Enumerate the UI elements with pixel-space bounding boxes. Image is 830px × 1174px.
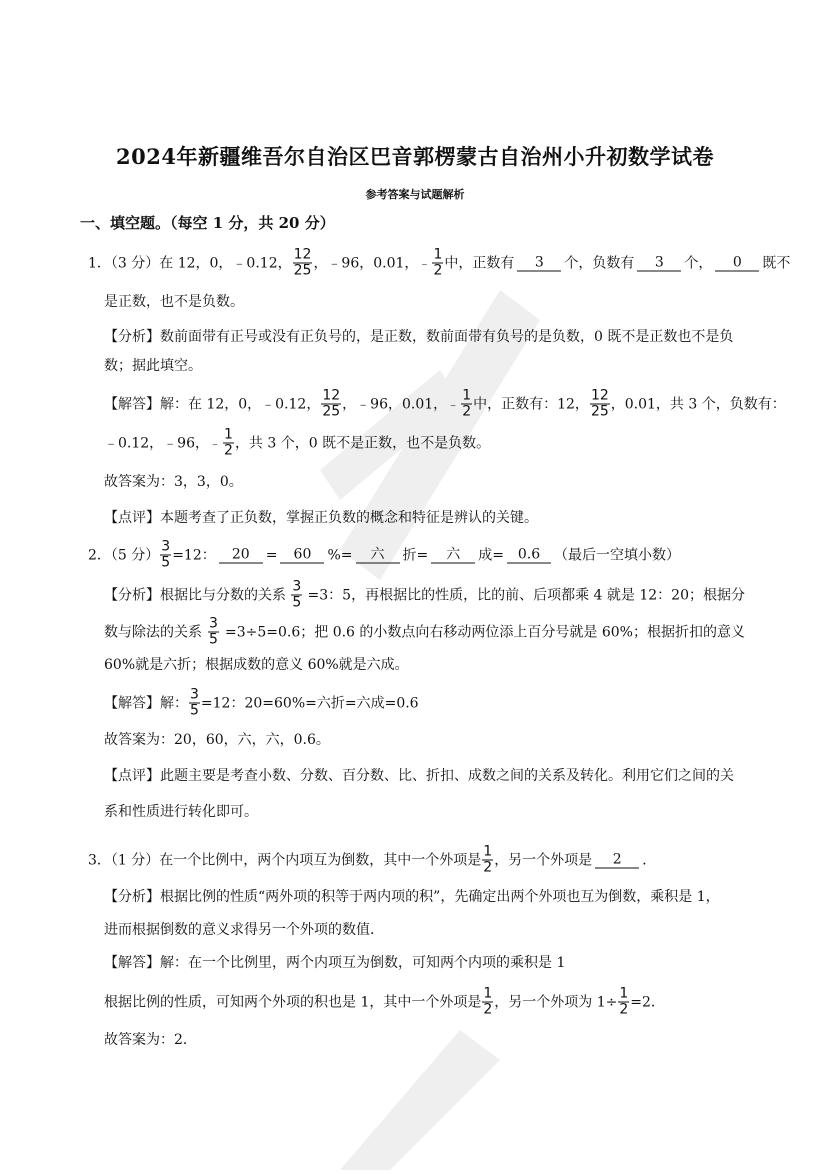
text-line	[104, 580, 745, 611]
text-segment: =	[265, 547, 278, 563]
text-line	[104, 428, 490, 459]
text-segment: ，另一个外项为 1÷	[494, 994, 618, 1010]
text-segment: 成=	[478, 547, 504, 563]
fraction-group	[188, 688, 201, 719]
fraction-numerator: 1	[483, 985, 493, 1002]
text-segment: 【点评】此题主要是考查小数、分数、百分数、比、折扣、成数之间的关系及转化。利用它们之间的关	[104, 768, 734, 784]
fraction-numerator: 1	[619, 985, 629, 1002]
text-line	[88, 540, 680, 571]
text-segment: 是正数，也不是负数。	[104, 294, 244, 310]
text-segment: =12：	[172, 547, 216, 563]
fraction	[461, 389, 472, 420]
text-line	[104, 328, 745, 346]
text-line	[104, 731, 330, 749]
text-segment: 数；据此填空。	[104, 358, 202, 374]
fraction-denominator: 2	[483, 1001, 493, 1018]
text-segment: 【分析】根据比与分数的关系	[104, 587, 286, 603]
text-segment: 故答案为：3，3，0。	[104, 474, 243, 490]
text-segment: 【解答】解：	[104, 695, 188, 711]
fraction	[590, 389, 610, 420]
text-segment: 【分析】根据比例的性质“两外项的积等于两内项的积”，先确定出两个外项也互为倒数，乘积是 1，	[104, 889, 720, 905]
fraction-numerator: 3	[161, 538, 171, 555]
text-line	[88, 246, 791, 279]
answer-blank: 六	[356, 547, 400, 564]
fraction-denominator: 5	[161, 554, 171, 571]
fraction-numerator: 3	[292, 578, 302, 595]
fraction-denominator: 5	[292, 594, 302, 611]
fraction-denominator: 2	[619, 1001, 629, 1018]
text-line	[104, 617, 745, 648]
text-line	[104, 357, 202, 375]
fraction-group	[447, 389, 473, 420]
text-segment: 中，正数有：12，	[473, 396, 589, 412]
text-line	[104, 473, 243, 491]
document-title: 2024年新疆维吾尔自治区巴音郭楞蒙古自治州小升初数学试卷	[116, 144, 714, 169]
text-line	[104, 803, 258, 821]
text-segment: 根据比例的性质，可知两个外项的积也是 1，其中一个外项是	[104, 994, 482, 1010]
text-segment: 个，负数有	[564, 255, 635, 271]
text-segment: 2．（5 分）	[88, 547, 160, 563]
answer-blank: 3	[637, 255, 681, 272]
text-segment: 折=	[402, 547, 429, 563]
fraction	[189, 688, 200, 719]
fraction	[223, 428, 234, 459]
fraction-numerator: 1	[224, 426, 233, 443]
text-line	[104, 987, 665, 1018]
text-segment: =2．	[630, 994, 665, 1010]
text-segment: 数与除法的关系	[104, 624, 202, 640]
fraction	[208, 617, 219, 648]
answer-blank: 3	[517, 255, 561, 272]
text-segment: 进而根据倒数的意义求得另一个外项的数值．	[104, 922, 384, 938]
text-segment: =3÷5=0.6；把 0.6 的小数点向右移动两位添上百分号就是 60%；根据折扣的意义	[224, 624, 745, 640]
text-line	[104, 1031, 197, 1049]
fraction-denominator: 2	[483, 859, 493, 876]
fraction	[293, 248, 313, 279]
fraction-numerator: 1	[483, 843, 493, 860]
fraction-numerator: 3	[209, 615, 218, 632]
text-segment: ，﹣96，0.01，	[342, 396, 448, 412]
fraction-group	[159, 540, 172, 571]
fraction-numerator: 12	[322, 387, 341, 404]
text-segment: 3．（1 分）在一个比例中，两个内项互为倒数，其中一个外项是	[88, 852, 482, 868]
answer-blank: 2	[595, 852, 639, 869]
text-segment: 既不	[762, 255, 791, 271]
text-line	[88, 845, 656, 876]
fraction	[482, 845, 493, 876]
fraction-group	[589, 389, 611, 420]
fraction	[321, 389, 341, 420]
fraction-group	[290, 580, 303, 611]
answer-blank: 0.6	[507, 547, 551, 564]
document-subtitle: 参考答案与试题解析	[365, 188, 465, 201]
fraction-denominator: 5	[190, 702, 199, 719]
fraction-group	[481, 987, 494, 1018]
fraction-group	[209, 428, 235, 459]
text-segment: 60%就是六折；根据成数的意义 60%就是六成。	[104, 657, 409, 673]
text-segment: 1．（3 分）在 12，0，﹣0.12，	[88, 255, 292, 271]
text-line	[104, 954, 565, 972]
text-line	[104, 767, 745, 785]
watermark-logo-bottom	[320, 1010, 520, 1170]
fraction	[482, 987, 493, 1018]
fraction-sign: ﹣	[418, 256, 431, 270]
text-line	[104, 387, 786, 420]
text-segment: 【分析】数前面带有正号或没有正负号的，是正数，数前面带有负号的是负数，0 既不是正数也不是负	[104, 329, 734, 345]
text-segment: ，0.01，共 3 个，负数有：	[610, 396, 786, 412]
fraction-numerator: 12	[293, 246, 312, 263]
answer-blank: 20	[219, 547, 263, 564]
fraction-numerator: 1	[433, 246, 443, 263]
fraction-denominator: 2	[224, 442, 233, 459]
fraction-denominator: 25	[293, 262, 312, 279]
fraction-group	[207, 617, 220, 648]
fraction-group	[292, 248, 314, 279]
text-segment: 系和性质进行转化即可。	[104, 804, 258, 820]
text-line	[104, 688, 419, 719]
fraction	[432, 248, 443, 279]
answer-blank: 0	[715, 255, 759, 272]
text-segment: 【点评】本题考查了正负数，掌握正负数的概念和特征是辨认的关键。	[104, 510, 538, 526]
text-segment: （最后一空填小数）	[553, 547, 680, 563]
text-segment: ，另一个外项是	[494, 852, 593, 868]
fraction-denominator: 25	[322, 403, 341, 420]
fraction-sign: ﹣	[209, 436, 222, 450]
fraction-group	[320, 389, 342, 420]
fraction	[291, 580, 302, 611]
text-segment: 中，正数有	[444, 255, 515, 271]
text-segment: ．	[642, 852, 657, 868]
text-segment: =12：20=60%=六折=六成=0.6	[200, 695, 419, 711]
fraction-numerator: 1	[462, 387, 472, 404]
text-segment: ，﹣96，0.01，	[313, 255, 419, 271]
text-segment: %=	[327, 547, 353, 563]
text-segment: 【解答】解：在 12，0，﹣0.12，	[104, 396, 321, 412]
text-line	[104, 656, 409, 674]
text-line	[104, 921, 384, 939]
text-line	[104, 293, 244, 311]
fraction-numerator: 12	[590, 387, 609, 404]
fraction-denominator: 2	[433, 262, 443, 279]
text-segment: ，共 3 个，0 既不是正数，也不是负数。	[234, 435, 491, 451]
fraction-group	[617, 987, 630, 1018]
fraction-numerator: 3	[190, 686, 199, 703]
fraction-sign: ﹣	[447, 397, 460, 411]
text-line	[104, 888, 745, 906]
fraction	[618, 987, 629, 1018]
text-segment: ﹣0.12，﹣96，	[104, 435, 209, 451]
fraction-denominator: 2	[462, 403, 472, 420]
fraction-denominator: 25	[590, 403, 609, 420]
text-segment: 个，	[684, 255, 713, 271]
text-line	[104, 509, 538, 527]
answer-blank: 六	[431, 547, 475, 564]
section-heading: 一、填空题。（每空 1 分，共 20 分）	[80, 214, 335, 232]
text-segment: 【解答】解：在一个比例里，两个内项互为倒数，可知两个内项的乘积是 1	[104, 955, 566, 971]
text-segment: =3：5，再根据比的性质，比的前、后项都乘 4 就是 12：20；根据分	[307, 587, 745, 603]
fraction-group	[481, 845, 494, 876]
fraction	[160, 540, 171, 571]
fraction-denominator: 5	[209, 631, 218, 648]
answer-blank: 60	[280, 547, 324, 564]
text-segment: 故答案为：20，60，六，六，0.6。	[104, 732, 330, 748]
text-segment: 故答案为：2．	[104, 1032, 197, 1048]
fraction-group	[418, 248, 444, 279]
